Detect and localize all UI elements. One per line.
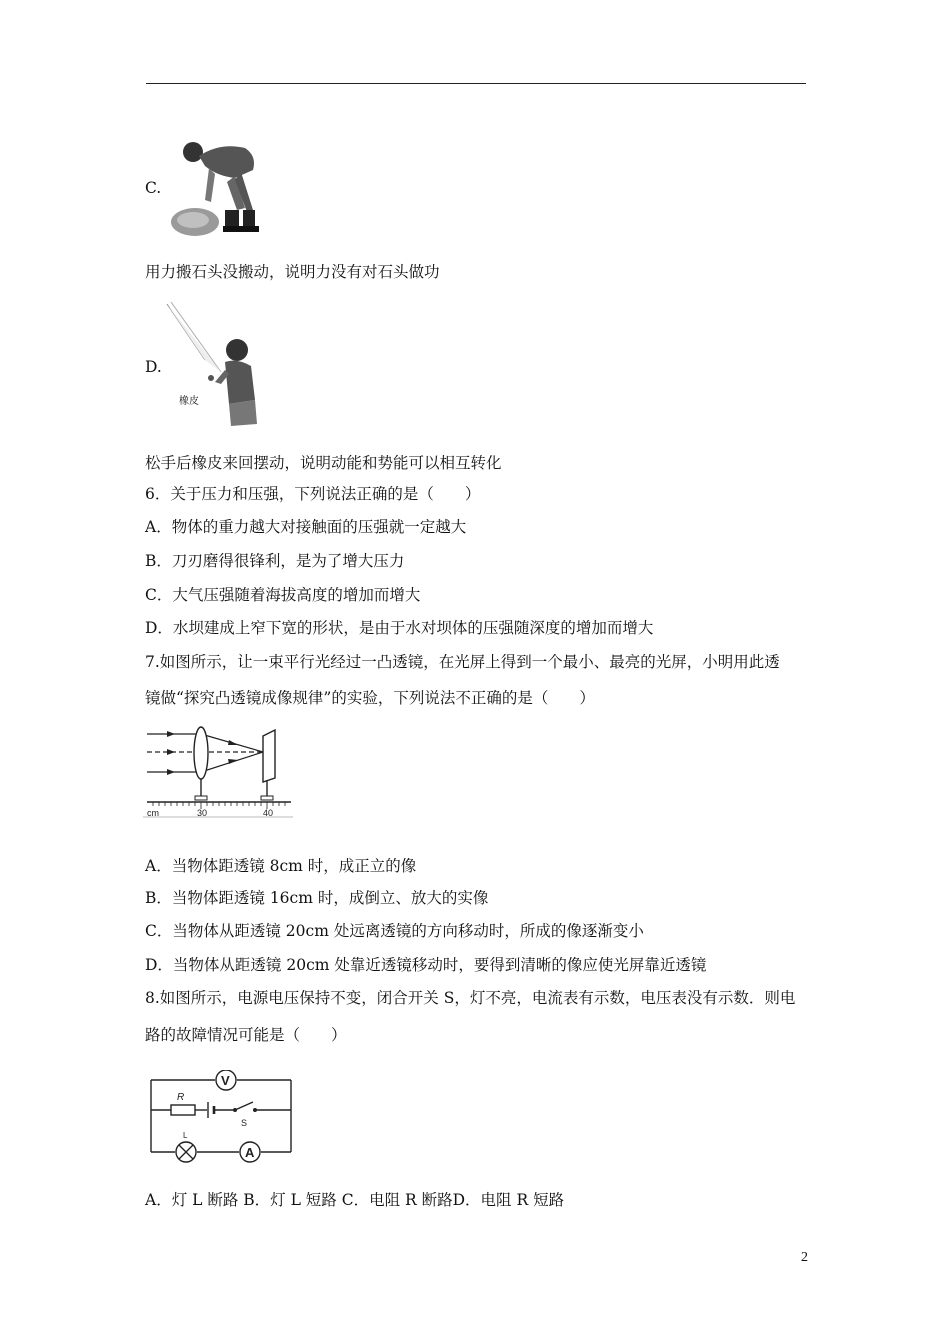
q7-stem-line2: 镜做“探究凸透镜成像规律”的实验，下列说法不正确的是（ ） [145, 689, 595, 707]
convex-lens-optical-bench-figure [143, 720, 293, 818]
q6-option-c: C．大气压强随着海拔高度的增加而增大 [145, 586, 421, 604]
girl-lifting-stone-figure [165, 130, 265, 245]
q8-options: A．灯 L 断路 B．灯 L 短路 C．电阻 R 断路D．电阻 R 短路 [145, 1191, 565, 1209]
q7-option-a: A．当物体距透镜 8cm 时，成正立的像 [145, 857, 417, 875]
option-c-caption: 用力搬石头没搬动，说明力没有对石头做功 [145, 263, 440, 281]
q6-option-a: A．物体的重力越大对接触面的压强就一定越大 [145, 518, 467, 536]
girl-pendulum-eraser-figure [165, 300, 270, 430]
option-d-caption: 松手后橡皮来回摆动，说明动能和势能可以相互转化 [145, 454, 502, 472]
switch-label: S [241, 1118, 248, 1128]
q7-option-b: B．当物体距透镜 16cm 时，成倒立、放大的实像 [145, 889, 489, 907]
light-screen [263, 730, 275, 782]
resistor-label: R [177, 1092, 185, 1103]
page-number: 2 [801, 1250, 808, 1265]
q7-option-c: C．当物体从距透镜 20cm 处远离透镜的方向移动时，所成的像逐渐变小 [145, 922, 644, 940]
eraser-label: 橡皮 [179, 396, 199, 407]
q8-stem-line1: 8.如图所示，电源电压保持不变，闭合开关 S，灯不亮，电流表有示数，电压表没有示数．则电 [145, 989, 796, 1007]
option-c-label: C. [145, 179, 162, 197]
lamp-label: L [183, 1131, 188, 1140]
q6-stem: 6．关于压力和压强，下列说法正确的是（ ） [145, 485, 481, 503]
ruler-tick-30-label: 30 [197, 808, 208, 818]
switch-symbol [235, 1102, 253, 1110]
q8-stem-line2: 路的故障情况可能是（ ） [145, 1026, 347, 1044]
resistor-symbol [171, 1105, 195, 1115]
ruler-tick-40-label: 40 [263, 808, 274, 818]
circuit-diagram-figure [145, 1070, 297, 1166]
ammeter-label: A [245, 1145, 255, 1160]
ruler-unit-label: cm [147, 808, 159, 818]
q7-stem-line1: 7.如图所示，让一束平行光经过一凸透镜，在光屏上得到一个最小、最亮的光屏，小明用此透 [145, 653, 780, 671]
voltmeter-label: V [221, 1073, 230, 1088]
convex-lens [194, 727, 208, 779]
header-rule [146, 83, 806, 84]
q6-option-d: D．水坝建成上窄下宽的形状，是由于水对坝体的压强随深度的增加而增大 [145, 619, 654, 637]
option-d-label: D. [145, 358, 162, 376]
q6-option-b: B．刀刃磨得很锋利，是为了增大压力 [145, 552, 405, 570]
q7-option-d: D．当物体从距透镜 20cm 处靠近透镜移动时，要得到清晰的像应使光屏靠近透镜 [145, 956, 707, 974]
